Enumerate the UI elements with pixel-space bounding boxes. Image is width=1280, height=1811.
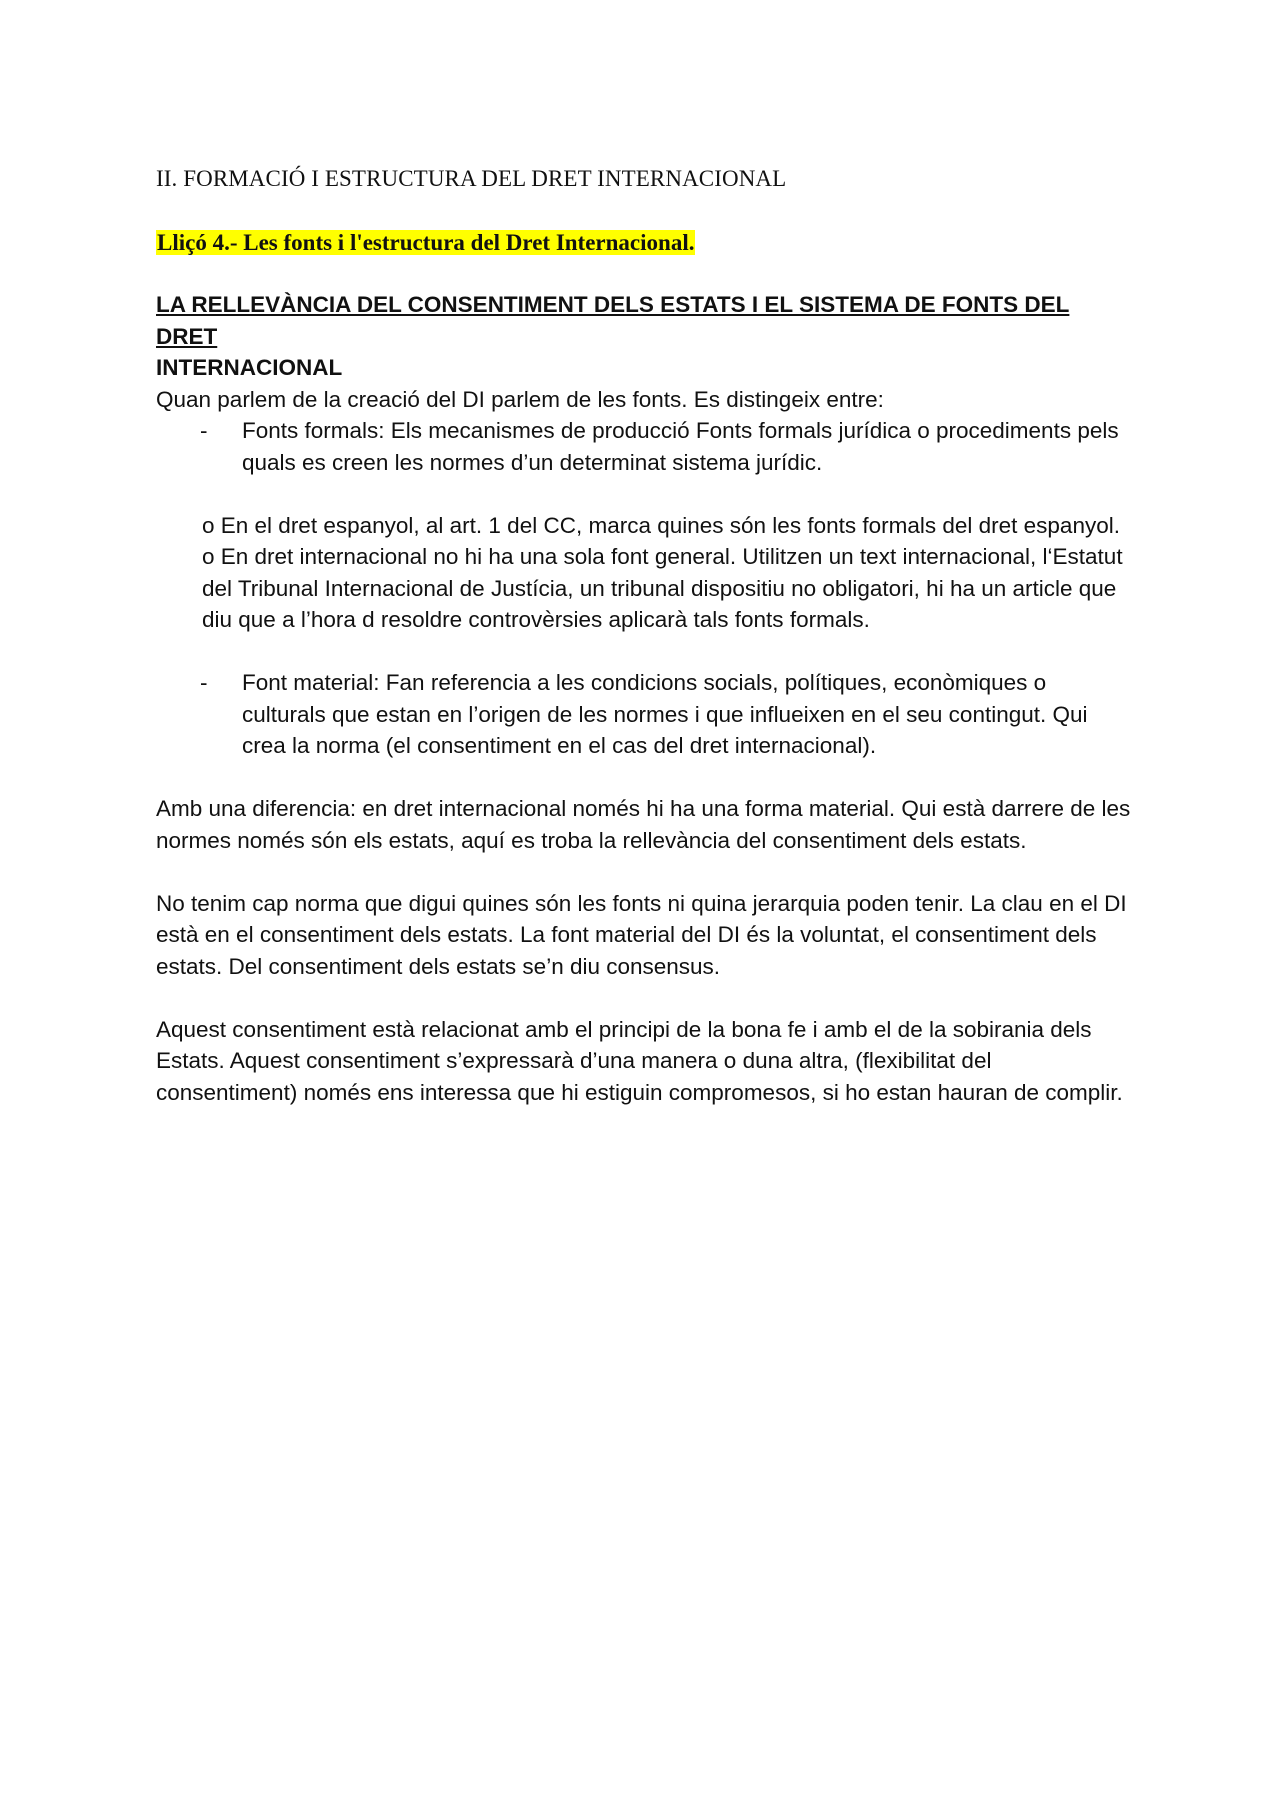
spacer [156,636,1136,668]
section-heading-line-2: INTERNACIONAL [156,355,343,380]
spacer [156,478,1136,510]
section-heading [156,289,1136,384]
list-item-text: Font material: Fan referencia a les condicions socials, polítiques, econòmiques o culturals que estan en l’origen de les normes i que influeixen en el seu contingut. Qui crea la norma (el consentiment en el cas del dret internacional). [242,670,1088,758]
sub-item-dret-internacional: o En dret internacional no hi ha una sola font general. Utilitzen un text internacional, l‘Estatut del Tribunal Internacional de Justícia, un tribunal dispositiu no obligatori, hi ha un article que diu que a l’hora d resoldre controvèrsies aplicarà tals fonts formals. [202,544,1123,632]
dash-bullet: - [200,670,208,695]
intro-paragraph: Quan parlem de la creació del DI parlem de les fonts. Es distingeix entre: [156,386,884,412]
paragraph-bona-fe: Aquest consentiment està relacionat amb el principi de la bona fe i amb el de la sobirania dels Estats. Aquest consentiment s’expressarà d’una manera o duna altra, (flexibilitat del consentiment) només ens interessa que hi estiguin compromesos, si ho estan hauran de complir. [156,1016,1123,1105]
section-heading-line-1: LA RELLEVÀNCIA DEL CONSENTIMENT DELS ESTATS I EL SISTEMA DE FONTS DEL DRET [156,292,1070,349]
spacer [156,762,1136,794]
document-body [156,163,1136,1108]
list-item-fonts-formals [156,415,1136,478]
spacer [156,982,1136,1014]
spacer [156,856,1136,888]
lesson-title [156,228,1136,258]
list-item-text: Fonts formals: Els mecanismes de producció Fonts formals jurídica o procediments pels quals es creen les normes d’un determinat sistema jurídic. [242,418,1119,475]
dash-bullet: - [200,418,208,443]
sub-item-dret-espanyol: o En el dret espanyol, al art. 1 del CC, marca quines són les fonts formals del dret espanyol. [202,512,1120,538]
list-item-font-material [156,667,1136,762]
lesson-title-highlight: Lliçó 4.- Les fonts i l'estructura del Dret Internacional. [157,230,695,255]
paragraph-jerarquia: No tenim cap norma que digui quines són les fonts ni quina jerarquia poden tenir. La clau en el DI està en el consentiment dels estats. La font material del DI és la voluntat, el consentiment dels estats. Del consentiment dels estats se’n diu consensus. [156,890,1127,979]
paragraph-diferencia: Amb una diferencia: en dret internacional només hi ha una forma material. Qui està darrere de les normes només són els estats, aquí es troba la rellevància del consentiment dels estats. [156,796,1131,853]
chapter-title: II. FORMACIÓ I ESTRUCTURA DEL DRET INTERNACIONAL [156,166,787,191]
